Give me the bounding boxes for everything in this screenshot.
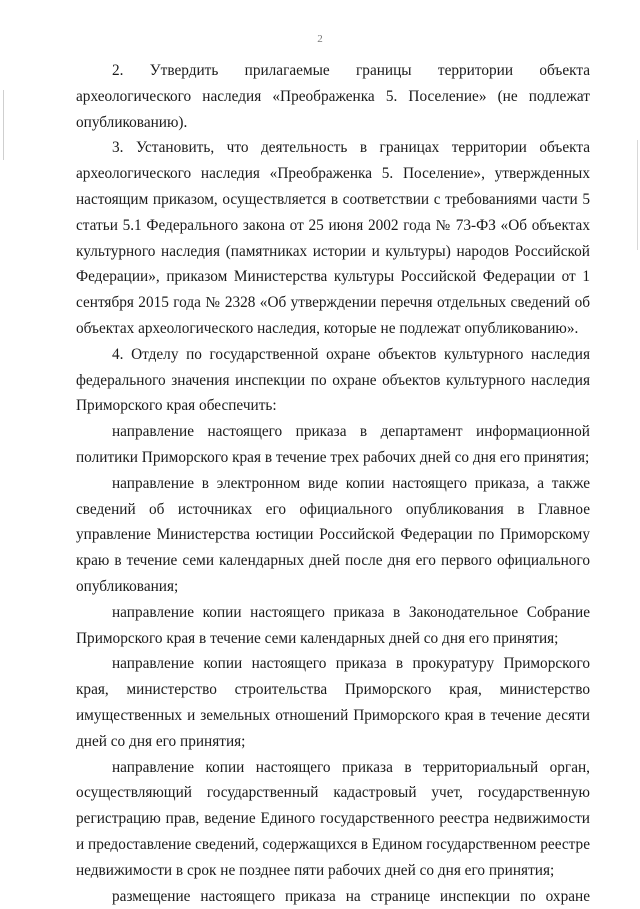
document-body <box>76 58 590 909</box>
list-item-prosecutor-ministries: направление копии настоящего приказа в прокуратуру Приморского края, министерство строительства Приморского края, министерство имущественных и земельных отношений Приморского края в течение десяти дней со дня его принятия; <box>76 651 590 754</box>
list-item-cadastral-registration: направление копии настоящего приказа в территориальный орган, осуществляющий государственный кадастровый учет, государственную регистрацию прав, ведение Единого государственного реестра недвижимости и предоставление сведений, содержащихся в Едином государственном реестре недвижимости в срок не позднее пяти рабочих дней со дня его принятия; <box>76 755 590 884</box>
list-item-legislative-assembly: направление копии настоящего приказа в Законодательное Собрание Приморского края в течение семи календарных дней со дня его принятия; <box>76 600 590 652</box>
paragraph-2-approve-boundaries: 2. Утвердить прилагаемые границы территории объекта археологического наследия «Преображенка 5. Поселение» (не подлежат опубликованию). <box>76 58 590 135</box>
scan-edge-mark <box>3 90 4 160</box>
list-item-ministry-of-justice: направление в электронном виде копии настоящего приказа, а также сведений об источниках его официального опубликования в Главное управление Министерства юстиции Российской Федерации по Приморскому краю в течение семи календарных дней после дня его первого официального опубликования; <box>76 471 590 600</box>
list-item-inspection-page: размещение настоящего приказа на странице инспекции по охране <box>76 884 590 909</box>
paragraph-4-department-ensure: 4. Отделу по государственной охране объектов культурного наследия федерального значения инспекции по охране объектов культурного наследия Приморского края обеспечить: <box>76 342 590 419</box>
paragraph-3-establish-activity: 3. Установить, что деятельность в границах территории объекта археологического наследия «Преображенка 5. Поселение», утвержденных настоящим приказом, осуществляется в соответствии с требованиями части 5 статьи 5.1 Федерального закона от 25 июня 2002 года № 73-ФЗ «Об объектах культурного наследия (памятниках истории и культуры) народов Российской Федерации», приказом Министерства культуры Российской Федерации от 1 сентября 2015 года № 2328 «Об утверждении перечня отдельных сведений об объектах археологического наследия, которые не подлежат опубликованию». <box>76 135 590 341</box>
page-number: 2 <box>0 33 640 45</box>
scan-edge-mark <box>637 140 638 250</box>
list-item-information-policy: направление настоящего приказа в департамент информационной политики Приморского края в течение трех рабочих дней со дня его принятия; <box>76 419 590 471</box>
